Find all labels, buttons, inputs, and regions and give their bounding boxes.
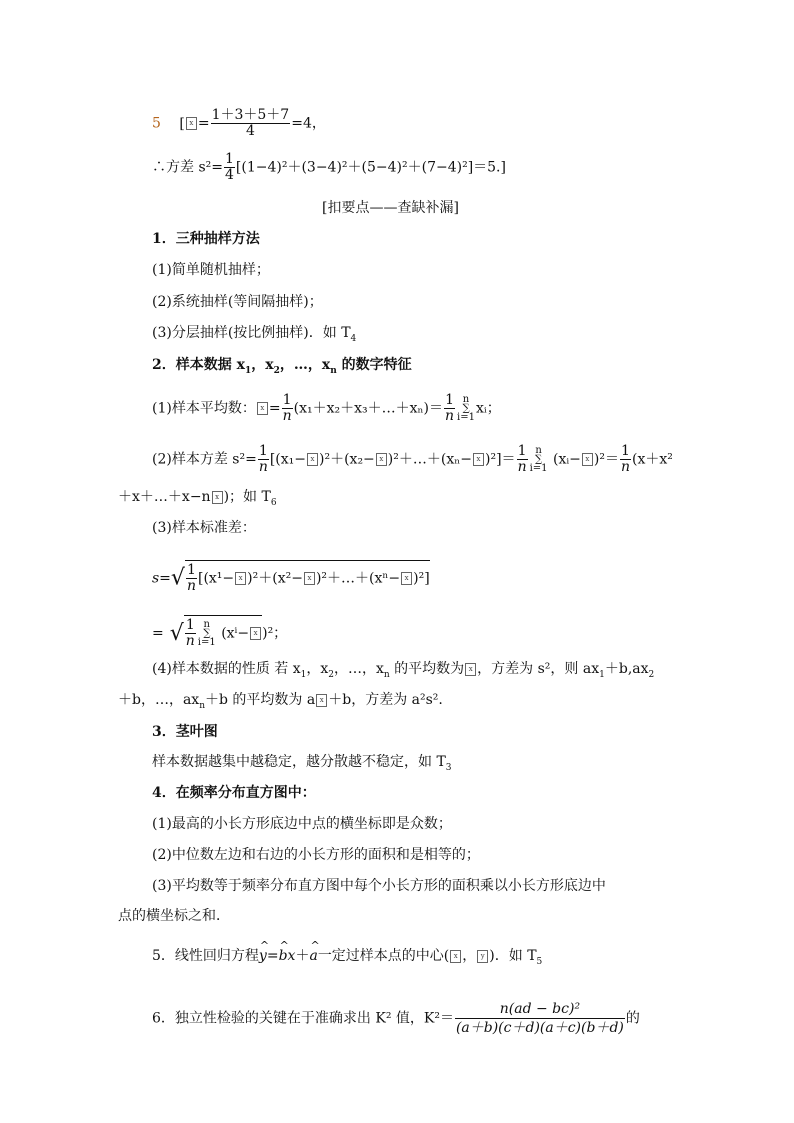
s1-item-3-text: (3)分层抽样(按比例抽样)．如 T — [152, 325, 351, 341]
var-body-7: (x — [632, 451, 646, 468]
fraction-numerator: 1 — [517, 443, 527, 459]
bracket-open: [ — [179, 115, 185, 132]
fraction-denominator: n — [258, 459, 268, 475]
fraction-numerator: 1 — [187, 562, 196, 578]
fraction-denominator: n — [620, 459, 631, 475]
mean-symbol-icon: x — [465, 663, 476, 676]
equals: = — [152, 625, 164, 642]
sd-label: (3)样本标准差： — [152, 520, 256, 536]
fraction-1-over-n — [186, 563, 197, 594]
s6-a: 6．独立性检验的关键在于准确求出 K² 值，K²＝ — [152, 1010, 454, 1027]
mean-y-symbol-icon: y — [477, 950, 488, 963]
fraction-1-over-n — [517, 444, 528, 475]
sd-body-5: (xⁱ− — [216, 625, 250, 642]
sd-s: s= — [152, 570, 171, 587]
sigma-icon: n ∑ i=1 — [457, 394, 475, 423]
s5-c: 一定过样本点的中心( — [317, 948, 450, 964]
equals: = — [197, 115, 210, 132]
prop-line-1 — [152, 659, 654, 685]
a-hat: ^ a — [309, 946, 317, 966]
answer-number: 5 — [152, 115, 161, 132]
mean-symbol-icon: x — [186, 117, 197, 130]
fraction-denominator: n — [282, 408, 292, 424]
var-line2-d: )；如 T — [223, 489, 271, 505]
mean-symbol-icon: x — [401, 572, 412, 585]
answer-tail: =4， — [291, 115, 326, 132]
mean-symbol-icon: x — [473, 453, 484, 466]
sigma-top: n — [535, 445, 542, 456]
var-label: (2)样本方差 s²= — [152, 451, 257, 468]
sigma-bottom: i=1 — [529, 463, 548, 474]
s4-item-3a: (3)平均数等于频率分布直方图中每个小长方形的面积乘以小长方形底边中 — [152, 878, 606, 894]
k2-denominator: (a＋b)(c＋d)(a＋c)(b＋d) — [455, 1020, 624, 1036]
var-line2-sub: 6 — [270, 497, 277, 508]
mean-tail: xᵢ； — [476, 400, 501, 417]
fraction-denominator: n — [445, 408, 455, 424]
fraction-denominator: n — [517, 459, 527, 475]
sigma-top: n — [203, 619, 210, 630]
s4-item-2: (2)中位数左边和右边的小长方形的面积和是相等的； — [152, 847, 480, 863]
prop-i: ＋b，方差为 a²s². — [328, 692, 443, 708]
s2-var-line-2 — [118, 487, 277, 513]
mean-symbol-icon: x — [304, 572, 315, 585]
var-body-4: )²]＝ — [485, 451, 516, 468]
s1-item-3 — [152, 323, 356, 349]
prop-sub1: 1 — [300, 669, 307, 680]
sd-body-6: )²； — [262, 625, 288, 642]
fraction-denominator: 4 — [224, 167, 234, 183]
prop-subn-b: n — [199, 700, 206, 711]
prop-c: ，…，x — [334, 661, 384, 677]
sigma-icon: n ∑ i=1 — [529, 445, 548, 474]
mean-symbol-icon: x — [257, 402, 268, 415]
mean-label: (1)样本平均数： — [152, 400, 256, 417]
prop-sub2b: 2 — [648, 669, 655, 680]
fraction-1-over-n — [258, 444, 269, 475]
prop-line-2 — [118, 690, 443, 716]
prop-sub2: 2 — [328, 669, 335, 680]
mean-symbol-icon: x — [235, 572, 246, 585]
s5-d: )．如 T — [489, 948, 537, 964]
mean-body: (x₁＋x₂＋x₃＋…＋xₙ)＝ — [293, 400, 444, 417]
x-var: x — [287, 948, 296, 964]
prop-d: 的平均数为 — [389, 661, 465, 677]
sd-body: [(x¹− — [197, 570, 235, 587]
fraction-numerator: 1 — [282, 392, 292, 408]
s6-line — [152, 1000, 640, 1037]
var-body: [(x₁− — [269, 451, 307, 468]
fraction-quarter — [224, 152, 235, 183]
fraction-denominator: 4 — [245, 123, 255, 139]
fraction-1-over-n — [620, 444, 631, 475]
fraction-denominator: n — [186, 578, 196, 594]
s5-line — [152, 946, 542, 972]
fraction-mean — [211, 108, 291, 139]
s1-title: 1．三种抽样方法 — [152, 231, 260, 247]
mean-symbol-icon: x — [376, 453, 387, 466]
fraction-1-over-n — [282, 393, 293, 424]
fraction-numerator: 1 — [258, 443, 268, 459]
sd-radicand-1 — [185, 560, 430, 594]
answer-5-line — [152, 108, 326, 139]
equals: = — [268, 400, 281, 417]
sd-line-2 — [152, 615, 287, 649]
prop-h: ＋b 的平均数为 a — [205, 692, 316, 708]
sigma-bottom: i=1 — [457, 412, 475, 423]
radical-icon: √ — [170, 565, 185, 591]
s6-tail: 的 — [625, 1010, 640, 1027]
s4-title: 4．在频率分布直方图中： — [152, 785, 316, 801]
fraction-1-over-n — [185, 618, 196, 649]
k2-numerator: n(ad − bc)² — [455, 1000, 625, 1019]
variance-tail: [(1−4)²＋(3−4)²＋(5−4)²＋(7−4)²]＝5.] — [235, 159, 506, 176]
equals: = — [266, 948, 279, 964]
var-body-2: )²＋(x₂− — [319, 451, 375, 468]
mean-symbol-icon: x — [250, 627, 261, 640]
var-body-5: (xᵢ− — [548, 451, 581, 468]
s2-title-sub2: 2 — [273, 365, 280, 376]
s2-title-b: ，x — [251, 357, 274, 373]
mean-symbol-icon: x — [582, 453, 593, 466]
s5-a: 5．线性回归方程 — [152, 948, 259, 964]
var-line2-b: ＋…＋x — [139, 489, 190, 505]
sd-line-1 — [152, 560, 430, 594]
s3-title: 3．茎叶图 — [152, 724, 218, 740]
variance-line — [152, 152, 506, 183]
s2-title-sub1: 1 — [244, 365, 252, 376]
s1-item-3-sub: 4 — [350, 333, 357, 344]
var-body-3: )²＋…＋(xₙ− — [387, 451, 473, 468]
b-hat: ^ b — [279, 946, 288, 966]
var-line2-a: ＋x — [118, 489, 140, 505]
k2-fraction — [455, 1000, 625, 1037]
fraction-1-over-n — [444, 393, 455, 424]
prop-a: (4)样本数据的性质 若 x — [152, 661, 301, 677]
s2-var-line — [152, 444, 673, 475]
sd-radicand-2 — [184, 615, 262, 649]
prop-e: ，方差为 s²，则 ax — [477, 661, 600, 677]
prop-subn: n — [383, 669, 390, 680]
fraction-numerator: 1 — [224, 151, 234, 167]
s2-title-d: 的数字特征 — [336, 357, 412, 373]
sd-body-4: )²] — [413, 570, 430, 587]
s5-sub: 5 — [536, 956, 543, 967]
mean-symbol-icon: x — [316, 694, 327, 707]
var-body-6: )²＝ — [593, 451, 619, 468]
var-body-8: ＋x² — [645, 451, 673, 468]
sigma-bottom: i=1 — [197, 637, 216, 648]
prop-b: ，x — [306, 661, 329, 677]
mean-symbol-icon: x — [212, 491, 223, 504]
variance-lead: ∴方差 s²= — [152, 159, 223, 176]
radical-icon: √ — [169, 620, 184, 646]
s2-title-subn: n — [330, 365, 337, 376]
fraction-numerator: 1＋3＋5＋7 — [211, 107, 290, 123]
s3-sub: 3 — [445, 762, 452, 773]
fraction-numerator: 1 — [185, 617, 195, 633]
sigma-top: n — [462, 394, 470, 405]
s1-item-2: (2)系统抽样(等间隔抽样)； — [152, 294, 323, 310]
prop-g: ＋b，…，ax — [118, 692, 200, 708]
plus: ＋ — [295, 948, 310, 964]
s3-body-text: 样本数据越集中越稳定，越分散越不稳定，如 T — [152, 754, 446, 770]
fraction-numerator: 1 — [445, 392, 454, 408]
s2-title-c: ，…，x — [279, 357, 331, 373]
fraction-denominator: n — [185, 633, 195, 649]
sigma-icon: n ∑ i=1 — [197, 619, 216, 648]
s2-title-a: 2．样本数据 x — [152, 357, 245, 373]
var-line2-c: −n — [189, 489, 211, 505]
s3-body — [152, 752, 452, 778]
sd-body-3: )²＋…＋(xⁿ− — [315, 570, 401, 587]
prop-f: ＋b,ax — [604, 661, 649, 677]
y-hat: ^ y — [259, 946, 267, 966]
s4-item-1: (1)最高的小长方形底边中点的横坐标即是众数； — [152, 816, 452, 832]
prop-sub1b: 1 — [599, 669, 605, 680]
s1-item-1: (1)简单随机抽样； — [152, 262, 270, 278]
s2-title — [152, 355, 412, 381]
sd-body-2: )²＋(x²− — [247, 570, 303, 587]
comma: ， — [462, 948, 477, 964]
s2-mean-line — [152, 393, 501, 424]
mean-symbol-icon: x — [307, 453, 318, 466]
mean-symbol-icon: x — [450, 950, 461, 963]
fraction-numerator: 1 — [621, 443, 630, 459]
s4-item-3b: 点的横坐标之和． — [118, 908, 230, 924]
section-title: [扣要点——查缺补漏] — [322, 200, 459, 216]
